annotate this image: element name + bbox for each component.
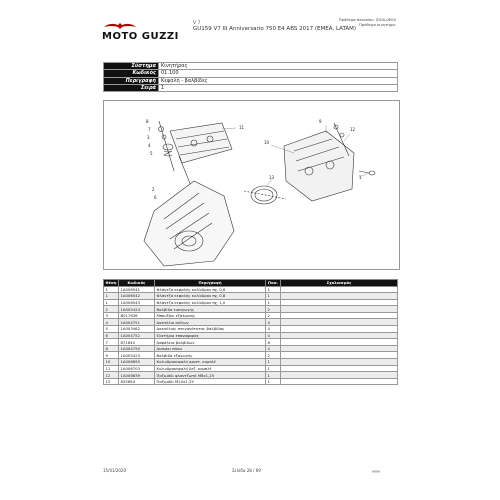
table-cell: 8	[266, 339, 281, 346]
table-cell: 1A005423	[119, 352, 155, 359]
table-cell: 10	[104, 359, 119, 366]
table-cell: Κυλινδροκεφαλή αριστ. κομπλέ	[155, 359, 266, 366]
table-row	[104, 365, 398, 372]
callout-number: 1	[359, 175, 362, 180]
table-cell	[281, 293, 398, 300]
callout-number: 4	[148, 143, 151, 148]
exploded-drawing	[103, 100, 400, 270]
engine-prefix: Πρόθεμα κινητήρα:	[358, 22, 396, 27]
table-row	[104, 326, 398, 333]
column-header: Κωδικός	[119, 280, 155, 287]
callout-number: 7	[148, 127, 151, 132]
table-row	[104, 372, 398, 379]
table-cell: 4	[266, 345, 281, 352]
table-cell: 1A004750	[119, 345, 155, 352]
page-number: Σελίδα 28 / 69	[232, 468, 261, 473]
info-row	[104, 77, 398, 84]
table-cell: 4	[266, 332, 281, 339]
table-cell: 1A004751	[119, 319, 155, 326]
info-value: Κινητήρας	[159, 63, 398, 70]
info-label: Σύστημα	[104, 63, 159, 70]
table-cell: 4	[266, 319, 281, 326]
info-value: 1	[159, 84, 398, 91]
table-cell	[281, 372, 398, 379]
table-cell: Κυλινδροκεφαλή δεξ. κομπλέ	[155, 365, 266, 372]
frame-prefix: Πρόθεμα πλαισίου: ZGUL0E00	[338, 17, 396, 22]
table-cell: Φλάντζα κεφαλής κυλίνδρου πχ. 0,8	[155, 293, 266, 300]
footer-logo-icon	[372, 470, 380, 473]
table-cell: 1A006695	[119, 359, 155, 366]
table-cell: 1	[266, 378, 281, 385]
table-cell: 1A006703	[119, 365, 155, 372]
table-cell: 5	[104, 326, 119, 333]
table-row	[104, 286, 398, 293]
callout-number: 13	[269, 175, 275, 180]
model-line: V 7	[193, 21, 201, 26]
table-cell: 1	[266, 286, 281, 293]
table-row	[104, 345, 398, 352]
table-cell: 4	[266, 326, 281, 333]
info-value: 01.100	[159, 70, 398, 77]
model-block	[193, 21, 356, 32]
table-cell	[281, 359, 398, 366]
info-label: Κωδικός	[104, 70, 159, 77]
callout-number: 10	[264, 140, 270, 145]
table-cell	[281, 286, 398, 293]
cylinder-head-diagram	[104, 101, 399, 269]
table-cell	[281, 299, 398, 306]
table-cell	[281, 332, 398, 339]
table-cell	[281, 326, 398, 333]
head-gasket	[244, 186, 286, 204]
column-header: Περιγραφή	[155, 280, 266, 287]
table-cell	[281, 352, 398, 359]
table-row	[104, 378, 398, 385]
table-row	[104, 293, 398, 300]
table-cell	[281, 365, 398, 372]
table-cell: B017636	[119, 312, 155, 319]
table-cell: 3	[104, 312, 119, 319]
column-header: Σχολιασμός	[281, 280, 398, 287]
callout-number: 12	[350, 127, 356, 132]
table-cell: Δακτύλιο σιέλων	[155, 319, 266, 326]
info-row	[104, 63, 398, 70]
table-cell: Μπουζόνι εξάτμισης	[155, 312, 266, 319]
callout-number: 8	[146, 119, 149, 124]
callout-number: 11	[239, 125, 245, 130]
table-cell: Δακτύλιος στεγανότητας βαλβίδας	[155, 326, 266, 333]
table-cell: 1A005424	[119, 306, 155, 313]
info-value: Κεφαλή - βαλβίδες	[159, 77, 398, 84]
table-cell: 1A006542	[119, 293, 155, 300]
table-cell: 1	[266, 299, 281, 306]
table-cell: 871640	[119, 339, 155, 346]
callout-number: 6	[154, 195, 157, 200]
callout-number: 9	[319, 119, 322, 124]
table-cell: 835694	[119, 378, 155, 385]
callout-number: 3	[147, 135, 150, 140]
table-cell: Ασφάλεια βαλβίδων	[155, 339, 266, 346]
table-cell: Φλάντζα κεφαλής κυλίνδρου πχ. 1,0	[155, 299, 266, 306]
table-row	[104, 352, 398, 359]
table-cell	[281, 312, 398, 319]
table-cell: 11	[104, 365, 119, 372]
table-cell: 2	[104, 306, 119, 313]
table-cell: 1	[104, 299, 119, 306]
model-title: GU159 V7 III Anniversario 750 E4 ABS 2017 (EMEA, LATAM)	[193, 25, 357, 32]
table-cell: 2	[266, 306, 281, 313]
table-cell	[281, 378, 398, 385]
table-row	[104, 299, 398, 306]
table-cell: 1	[266, 359, 281, 366]
table-cell: 1A006639	[119, 372, 155, 379]
table-cell	[281, 306, 398, 313]
table-row	[104, 359, 398, 366]
table-row	[104, 332, 398, 339]
table-cell: 13	[104, 378, 119, 385]
table-cell: 2	[266, 312, 281, 319]
table-row	[104, 312, 398, 319]
column-header: Ποσ.	[266, 280, 281, 287]
info-row	[104, 70, 398, 77]
info-label: Περιγραφή	[104, 77, 159, 84]
table-cell: 1	[266, 365, 281, 372]
info-row	[104, 84, 398, 91]
engine-block	[144, 181, 234, 266]
callout-number: 2	[152, 187, 155, 192]
callout-number: 5	[150, 151, 153, 156]
eagle-logo-icon	[102, 21, 138, 31]
brand-name: MOTO GUZZI	[102, 31, 179, 42]
table-row	[104, 306, 398, 313]
table-row	[104, 319, 398, 326]
table-cell: Βαλβίδα εισαγωγής	[155, 306, 266, 313]
table-cell: 1	[266, 372, 281, 379]
table-cell: 1A006543	[119, 299, 155, 306]
table-cell: Ελατήριο επαναφοράς	[155, 332, 266, 339]
table-cell: 2	[266, 352, 281, 359]
parts-table	[103, 279, 398, 385]
table-cell	[281, 339, 398, 346]
table-cell: 1	[266, 293, 281, 300]
table-cell: 6	[104, 332, 119, 339]
print-date: 15/01/2020	[103, 468, 127, 473]
table-cell: 4	[104, 319, 119, 326]
table-cell	[281, 345, 398, 352]
table-cell	[281, 319, 398, 326]
table-cell: 9	[104, 352, 119, 359]
column-header: Θέση	[105, 280, 117, 286]
table-cell: Παξιμάδι M10x1,25	[155, 378, 266, 385]
table-cell: 8	[104, 345, 119, 352]
table-cell: Δισκάκι πάνω	[155, 345, 266, 352]
right-cylinder-head	[284, 131, 354, 201]
table-cell: 12	[104, 372, 119, 379]
table-cell: Παξιμάδι φλαντζωτό M8x1,25	[155, 372, 266, 379]
table-cell: 1	[104, 293, 119, 300]
info-table	[103, 62, 398, 92]
table-cell: 7	[104, 339, 119, 346]
table-cell: Βαλβίδα εξαγωγής	[155, 352, 266, 359]
info-label: Σειρά	[104, 84, 159, 91]
table-cell: 1	[104, 286, 119, 293]
prefix-block	[339, 17, 396, 27]
table-cell: 1A006541	[119, 286, 155, 293]
table-cell: Φλάντζα κεφαλής κυλίνδρου πχ. 0,6	[155, 286, 266, 293]
table-row	[104, 339, 398, 346]
table-cell: 1A003462	[119, 326, 155, 333]
table-cell: 1A004752	[119, 332, 155, 339]
